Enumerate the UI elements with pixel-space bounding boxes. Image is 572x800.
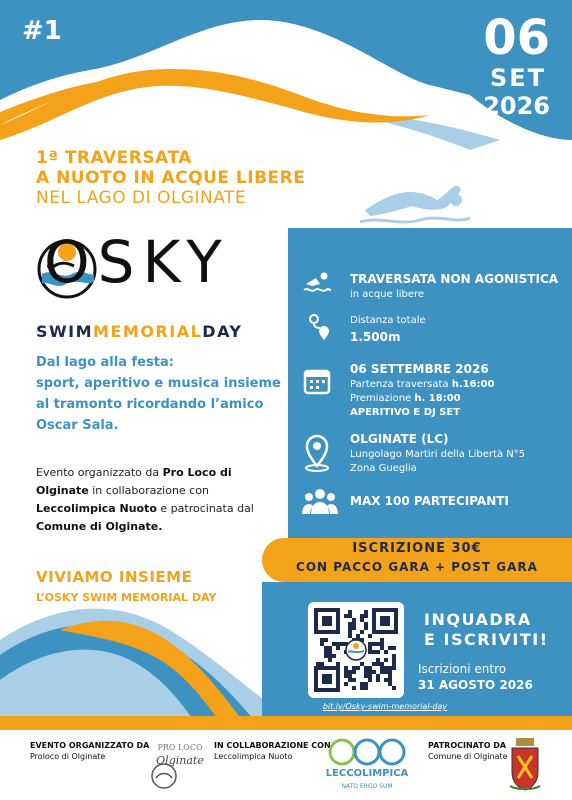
qr-module [368, 634, 372, 638]
qr-module [384, 666, 388, 670]
route-pin-icon [304, 312, 334, 342]
qr-module [320, 662, 324, 666]
qr-module [388, 646, 392, 650]
qr-module [388, 670, 392, 674]
qr-module [392, 646, 396, 650]
location-pin-icon [302, 432, 332, 472]
distance-label: Distanza totale [350, 315, 426, 326]
date-year: 2026 [483, 92, 550, 120]
qr-module [380, 662, 384, 666]
proloco-logo-line1: PRO LOCO [157, 743, 203, 752]
footer-collab: Leccolimpica Nuoto [214, 752, 293, 761]
place-address: Lungolago Martiri della Libertà N°5 [350, 449, 526, 460]
qr-module [392, 686, 396, 690]
date-start [350, 378, 494, 392]
wordmark-swim: SWIM [36, 322, 94, 341]
qr-code[interactable] [308, 602, 404, 698]
participants-title: MAX 100 PARTECIPANTI [350, 494, 509, 508]
leccolimpica-logo-text: LECCOLIMPICA [326, 768, 408, 779]
qr-module [364, 622, 368, 626]
place-title: OLGINATE (LC) [350, 432, 449, 446]
qr-module [364, 614, 368, 618]
title-line-1: 1ª TRAVERSATA [36, 148, 192, 168]
qr-module [320, 638, 324, 642]
qr-module [336, 662, 340, 666]
organizer-comune: Comune di Olginate. [36, 520, 163, 533]
qr-module [348, 634, 352, 638]
award-label: Premiazione [350, 393, 415, 404]
qr-module [376, 678, 380, 682]
qr-module [368, 678, 372, 682]
qr-module [364, 674, 368, 678]
qr-module [360, 682, 364, 686]
qr-module [392, 654, 396, 658]
qr-module [388, 678, 392, 682]
qr-module [320, 642, 324, 646]
qr-module [348, 670, 352, 674]
date-extra [350, 406, 460, 420]
qr-module [348, 610, 352, 614]
footer-collab-label: IN COLLABORAZIONE CON [214, 741, 331, 750]
qr-module [364, 626, 368, 630]
qr-module [376, 642, 380, 646]
qr-module [380, 638, 384, 642]
qr-module [352, 622, 356, 626]
qr-module [392, 658, 396, 662]
qr-module [368, 674, 372, 678]
qr-module [332, 642, 336, 646]
qr-module [384, 650, 388, 654]
proloco-logo-line2: Olginate [156, 754, 204, 767]
qr-module [388, 666, 392, 670]
qr-module [336, 646, 340, 650]
info-panel [288, 228, 572, 542]
wordmark-day: DAY [202, 322, 243, 341]
qr-module [360, 618, 364, 622]
qr-module [392, 662, 396, 666]
qr-module [348, 630, 352, 634]
qr-module [360, 614, 364, 618]
qr-module [360, 686, 364, 690]
qr-module [344, 666, 348, 670]
qr-module [380, 670, 384, 674]
qr-module [380, 642, 384, 646]
qr-module [368, 670, 372, 674]
organizer-leccolimpica: Leccolimpica Nuoto [36, 502, 157, 515]
footer-organized-label: EVENTO ORGANIZZATO DA [30, 741, 150, 750]
qr-module [372, 642, 376, 646]
qr-module [352, 618, 356, 622]
qr-module [328, 658, 332, 662]
qr-module [364, 666, 368, 670]
proloco-logo [148, 738, 208, 794]
footer-patron: Comune di Olginate [428, 752, 508, 761]
qr-module [328, 650, 332, 654]
deadline-date: 31 AGOSTO 2026 [418, 678, 533, 692]
osky-logo-word [44, 228, 230, 296]
qr-module [360, 662, 364, 666]
organizer-text: e patrocinata dal [156, 502, 254, 515]
qr-module [324, 650, 328, 654]
tagline-line: Oscar Sala. [36, 418, 119, 433]
cta-line-1: INQUADRA [424, 610, 532, 629]
qr-module [376, 658, 380, 662]
qr-module [392, 666, 396, 670]
race-title: TRAVERSATA NON AGONISTICA [350, 272, 559, 286]
qr-module [324, 654, 328, 658]
qr-module [328, 654, 332, 658]
olginate-coat-of-arms-icon [508, 736, 542, 794]
cta-line-2: E ISCRIVITI! [424, 630, 549, 649]
organizer-proloco: Pro Loco di Olginate [36, 466, 232, 497]
qr-module [356, 666, 360, 670]
qr-module [388, 682, 392, 686]
qr-module [356, 634, 360, 638]
qr-module [348, 614, 352, 618]
title-line-3: NEL LAGO DI OLGINATE [36, 188, 247, 208]
swimmer-icon [360, 170, 470, 230]
wordmark-memorial: MEMORIAL [93, 322, 203, 341]
calendar-icon [302, 366, 332, 396]
qr-module [384, 678, 388, 682]
footer-patron-label: PATROCINATO DA [428, 741, 507, 750]
award-time: h. 18:00 [414, 393, 461, 404]
qr-module [384, 670, 388, 674]
people-icon [302, 486, 338, 516]
qr-module [364, 670, 368, 674]
slogan-line-1: VIVIAMO INSIEME [36, 568, 193, 586]
qr-module [372, 670, 376, 674]
price-line-1: ISCRIZIONE 30€ [352, 541, 482, 556]
start-time: h.16:00 [451, 379, 495, 390]
tagline-line: Dal lago alla festa: [36, 355, 174, 370]
qr-module [376, 674, 380, 678]
organizer-text: in collaborazione con [88, 484, 209, 497]
qr-module [324, 638, 328, 642]
qr-module [324, 646, 328, 650]
qr-module [352, 686, 356, 690]
edition-number: #1 [22, 16, 62, 46]
qr-module [364, 610, 368, 614]
place-zone: Zona Gueglia [350, 463, 417, 474]
qr-module [372, 662, 376, 666]
qr-module [376, 662, 380, 666]
qr-module [360, 630, 364, 634]
qr-module [368, 642, 372, 646]
qr-module [344, 670, 348, 674]
qr-module [340, 642, 344, 646]
start-label: Partenza traversata [350, 379, 452, 390]
qr-module [348, 622, 352, 626]
qr-module [388, 674, 392, 678]
qr-module [368, 650, 372, 654]
qr-module [364, 686, 368, 690]
date-day: 06 [483, 10, 550, 66]
qr-module [352, 626, 356, 630]
swim-memorial-day-wordmark [36, 322, 243, 341]
qr-module [348, 674, 352, 678]
price-line-2: CON PACCO GARA + POST GARA [296, 560, 538, 574]
race-subtitle: in acque libere [350, 289, 425, 300]
qr-module [384, 658, 388, 662]
date-award [350, 392, 461, 406]
qr-code-pattern [308, 602, 404, 698]
qr-module [380, 666, 384, 670]
leccolimpica-motto: NATO ERGO SUM [341, 783, 393, 790]
qr-module [352, 666, 356, 670]
qr-module [348, 626, 352, 630]
tagline-line: sport, aperitivo e musica insieme [36, 376, 281, 391]
tagline [36, 352, 286, 436]
footer-organized: Proloco di Olginate [30, 752, 106, 761]
swimming-icon [302, 268, 332, 298]
leccolimpica-logo [326, 736, 408, 794]
qr-module [380, 646, 384, 650]
qr-module [352, 670, 356, 674]
deadline-label: Iscrizioni entro [418, 662, 507, 676]
qr-module [376, 650, 380, 654]
organizer-paragraph [36, 464, 276, 536]
registration-link[interactable]: bit.ly/Osky-swim-memorial-day [322, 702, 448, 711]
aperitivo-text: APERITIVO E DJ SET [350, 407, 461, 418]
date-title: 06 SETTEMBRE 2026 [350, 362, 489, 376]
qr-module [332, 654, 336, 658]
qr-module [368, 666, 372, 670]
tagline-line: al tramonto ricordando l’amico [36, 397, 264, 412]
title-line-2: A NUOTO IN ACQUE LIBERE [36, 168, 306, 188]
slogan-line-2: L’OSKY SWIM MEMORIAL DAY [36, 591, 217, 604]
qr-module [344, 682, 348, 686]
qr-module [364, 682, 368, 686]
qr-module [328, 646, 332, 650]
qr-module [352, 678, 356, 682]
qr-module [344, 674, 348, 678]
distance-value: 1.500m [350, 330, 401, 344]
date-month: SET [489, 64, 546, 92]
qr-module [316, 662, 320, 666]
qr-module [344, 614, 348, 618]
organizer-text: Evento organizzato da [36, 466, 163, 479]
qr-module [368, 646, 372, 650]
qr-module [348, 678, 352, 682]
qr-module [372, 650, 376, 654]
osky-logo-text: OSKY [44, 228, 230, 296]
qr-module [336, 642, 340, 646]
